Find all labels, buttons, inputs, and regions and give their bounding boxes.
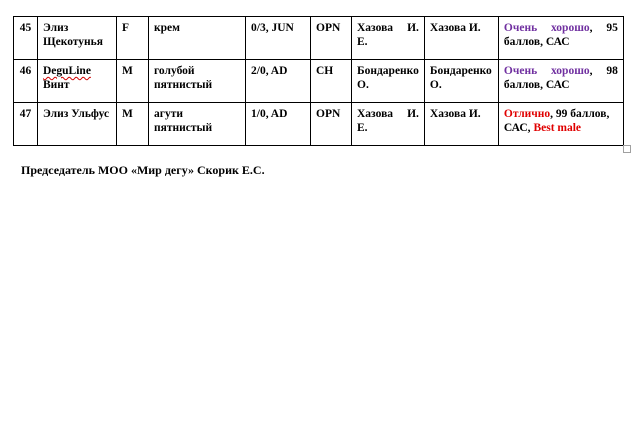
animal-name-cell <box>38 103 117 146</box>
grade-points: , 95 <box>589 22 618 34</box>
breeder-line: Хазова И. <box>357 108 419 120</box>
row-number: 47 <box>19 108 32 120</box>
grade-label: Очень хорошо <box>503 65 590 77</box>
owner-cell <box>424 60 498 103</box>
animal-name-cell <box>38 60 117 103</box>
table-resize-handle[interactable] <box>623 145 631 153</box>
owner-line: О. <box>429 79 442 91</box>
breeder-line: Бондаренко <box>357 65 419 77</box>
score-value: 1/0, AD <box>251 108 288 120</box>
best-male-label: Best male <box>533 122 582 134</box>
grade-line <box>504 64 618 78</box>
row-number-cell <box>14 17 38 60</box>
breeder-line: О. <box>357 79 369 91</box>
grade-points: , 98 <box>589 65 618 77</box>
owner-cell <box>424 17 498 60</box>
animal-name-line: DeguLine <box>43 65 91 77</box>
class-value: OPN <box>316 108 341 120</box>
grade-line <box>504 21 618 35</box>
animal-name-line: Элиз Ульфус <box>43 108 110 120</box>
owner-cell <box>424 103 498 146</box>
sex-value: F <box>122 22 130 34</box>
grade-points: , 99 баллов, <box>550 108 610 120</box>
table-row <box>14 103 624 146</box>
breeder-cell <box>352 60 425 103</box>
grade-label: Очень хорошо <box>503 22 590 34</box>
grade-award: баллов, САС <box>503 79 570 91</box>
color-value: голубой <box>154 65 195 77</box>
class-cell <box>311 60 352 103</box>
score-cell <box>246 17 311 60</box>
class-cell <box>311 103 352 146</box>
grade-label: Отлично <box>503 108 551 120</box>
grade-cell <box>498 17 623 60</box>
grade-line <box>504 108 609 120</box>
color-value: пятнистый <box>154 79 213 91</box>
owner-value: Хазова И. <box>429 108 481 120</box>
color-cell <box>149 17 246 60</box>
score-cell <box>246 60 311 103</box>
animal-name-cell <box>38 17 117 60</box>
row-number-cell <box>14 103 38 146</box>
row-number: 46 <box>19 65 32 77</box>
class-cell <box>311 17 352 60</box>
breeder-line: Е. <box>357 36 368 48</box>
sex-cell <box>117 60 149 103</box>
color-value: агути <box>154 108 183 120</box>
breeder-line: Е. <box>357 122 368 134</box>
table-row <box>14 60 624 103</box>
owner-value: Хазова И. <box>429 22 481 34</box>
score-value: 2/0, AD <box>251 65 288 77</box>
color-cell <box>149 103 246 146</box>
sex-value: М <box>122 108 133 120</box>
breeder-line: Хазова И. <box>357 22 419 34</box>
class-value: OPN <box>316 22 341 34</box>
color-value: крем <box>154 22 180 34</box>
animal-name-line: Элиз <box>43 22 69 34</box>
sex-cell <box>117 103 149 146</box>
breeder-cell <box>352 103 425 146</box>
color-value: пятнистый <box>154 122 213 134</box>
results-table <box>13 16 624 146</box>
table-row <box>14 17 624 60</box>
row-number-cell <box>14 60 38 103</box>
chairman-signature-line: Председатель МОО «Мир дегу» Скорик Е.С. <box>21 163 265 177</box>
sex-cell <box>117 17 149 60</box>
breeder-cell <box>352 17 425 60</box>
row-number: 45 <box>19 22 32 34</box>
color-cell <box>149 60 246 103</box>
sex-value: М <box>122 65 133 77</box>
grade-award: баллов, САС <box>503 36 570 48</box>
grade-award: САС, <box>503 122 534 134</box>
owner-line: Бондаренко <box>429 65 492 77</box>
grade-cell <box>498 60 623 103</box>
score-cell <box>246 103 311 146</box>
class-value: CH <box>316 65 334 77</box>
animal-name-line: Винт <box>43 79 70 91</box>
animal-name-line: Щекотунья <box>43 36 103 48</box>
grade-cell <box>498 103 623 146</box>
score-value: 0/3, JUN <box>251 22 294 34</box>
